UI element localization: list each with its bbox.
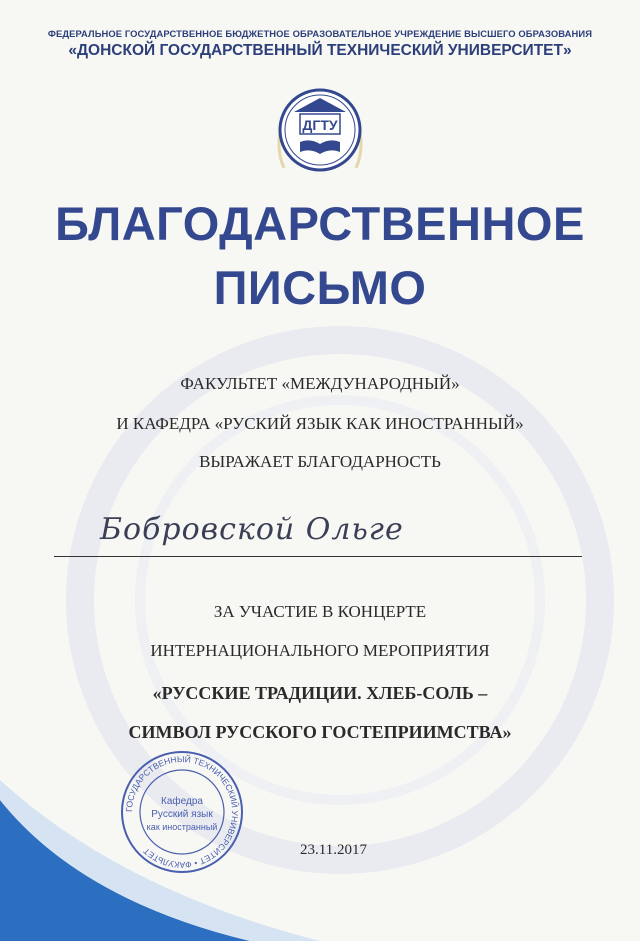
gratitude-line: ВЫРАЖАЕТ БЛАГОДАРНОСТЬ <box>199 452 441 471</box>
title-line-1: БЛАГОДАРСТВЕННОЕ <box>55 197 585 250</box>
institution-header <box>0 28 640 60</box>
reason-line-1: ЗА УЧАСТИЕ В КОНЦЕРТЕ <box>213 602 427 621</box>
event-name-line-1: «РУССКИЕ ТРАДИЦИИ. ХЛЕБ-СОЛЬ – <box>152 683 488 703</box>
university-logo <box>270 76 370 184</box>
stamp-line-2: Русский язык <box>151 809 213 820</box>
stamp-line-1: Кафедра <box>161 796 203 807</box>
issue-date: 23.11.2017 <box>300 842 367 858</box>
department-line: И КАФЕДРА «РУСКИЙ ЯЗЫК КАК ИНОСТРАННЫЙ» <box>116 414 524 433</box>
stamp-ring-text: ГОСУДАРСТВЕННЫЙ ТЕХНИЧЕСКИЙ УНИВЕРСИТЕТ • ФАКУЛЬТЕТ <box>123 753 241 871</box>
stamp-line-3: как иностранный <box>146 822 218 832</box>
institution-type: ФЕДЕРАЛЬНОЕ ГОСУДАРСТВЕННОЕ БЮДЖЕТНОЕ ОБРАЗОВАТЕЛЬНОЕ УЧРЕЖДЕНИЕ ВЫСШЕГО ОБРАЗОВАНИЯ <box>47 28 593 39</box>
faculty-line: ФАКУЛЬТЕТ «МЕЖДУНАРОДНЫЙ» <box>180 374 460 393</box>
logo-text: ДГТУ <box>302 117 338 133</box>
decorative-wave <box>0 780 640 941</box>
institution-name: «ДОНСКОЙ ГОСУДАРСТВЕННЫЙ ТЕХНИЧЕСКИЙ УНИВЕРСИТЕТ» <box>68 42 572 59</box>
reason-line-2: ИНТЕРНАЦИОНАЛЬНОГО МЕРОПРИЯТИЯ <box>150 641 490 660</box>
department-stamp <box>118 748 246 876</box>
title-line-2: ПИСЬМО <box>213 261 427 314</box>
recipient-underline <box>54 556 582 557</box>
recipient-name: Бобровской Ольге <box>100 512 404 547</box>
event-name-line-2: СИМВОЛ РУССКОГО ГОСТЕПРИИМСТВА» <box>128 722 512 742</box>
